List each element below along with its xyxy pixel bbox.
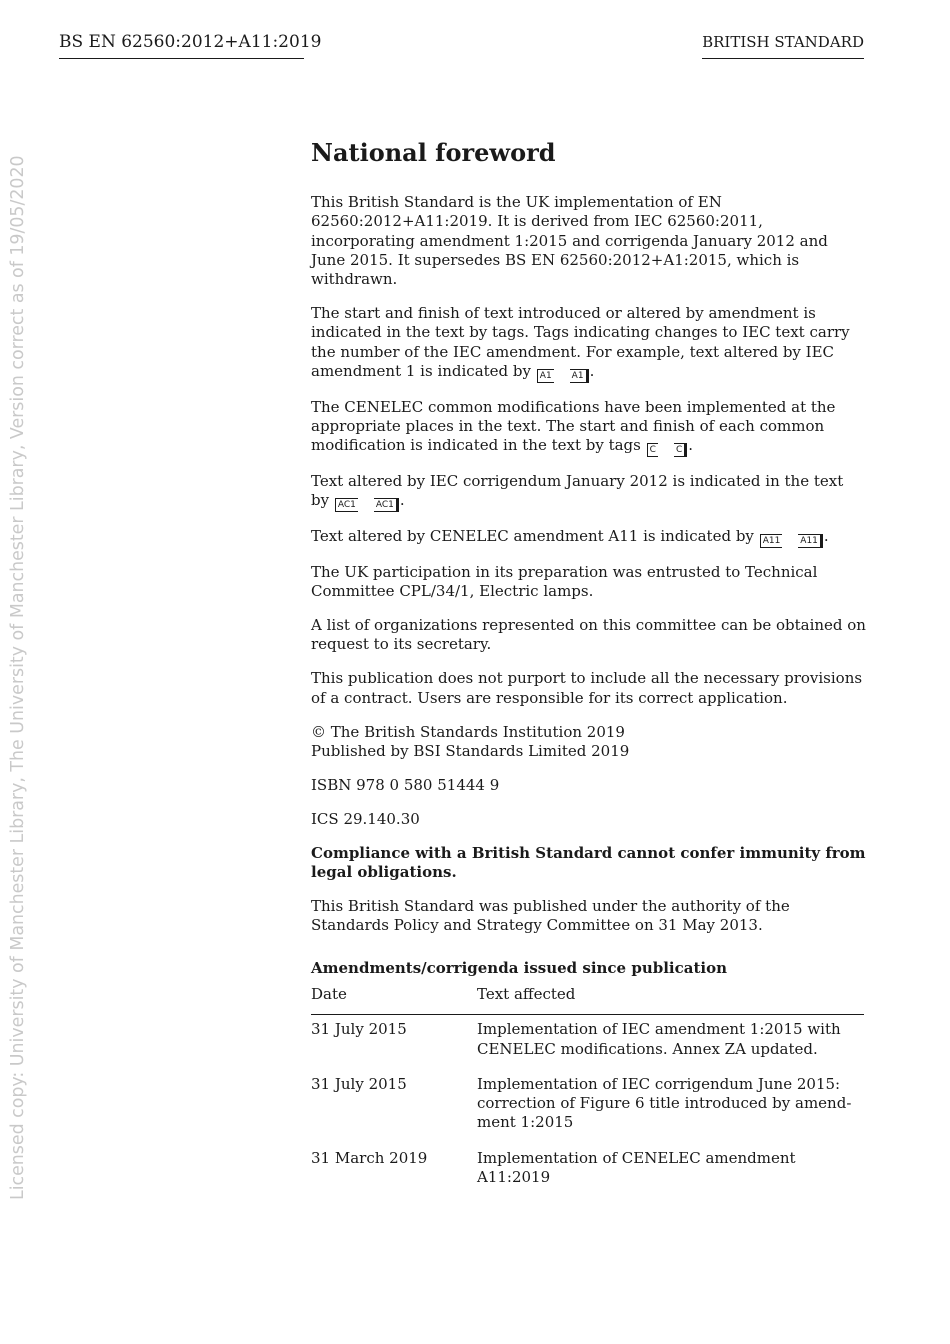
tag-ac1-start: AC1 — [335, 498, 358, 512]
paragraph-text: Text altered by CENELEC amendment A11 is indicated by — [311, 527, 754, 546]
paragraph-corrigendum — [311, 472, 866, 512]
cell-text: Implementation of IEC amendment 1:2015 with CENELEC modifications. Annex ZA updated. — [477, 1020, 841, 1058]
tag-ac1-end: AC1 — [374, 498, 399, 512]
ics: ICS 29.140.30 — [311, 809, 420, 828]
amendments-title: Amendments/corrigenda issued since publication — [311, 958, 727, 977]
tag-a11-start: A11 — [760, 534, 783, 548]
tag-a1-start: A1 — [537, 369, 554, 383]
page-title: National foreword — [311, 138, 556, 167]
cell-text: Implementation of CENELEC amendment A11:2019 — [477, 1148, 796, 1187]
paragraph-committee-list: A list of organizations represented on this committee can be obtained on request to its secretary. — [311, 615, 866, 654]
paragraph-uk-participation: The UK participation in its preparation was entrusted to Technical Committee CPL/34/1, Electric lamps. — [311, 562, 818, 600]
compliance-notice: Compliance with a British Standard cannot confer immunity from legal obligations. — [311, 843, 866, 882]
paragraph-contract: This publication does not purport to include all the necessary provisions of a contract. Users are responsible for its correct application. — [311, 669, 863, 707]
series-label: BRITISH STANDARD — [702, 31, 864, 59]
column-header-text: Text affected — [477, 985, 864, 1015]
copyright-line: © The British Standards Institution 2019 — [311, 722, 625, 741]
period: . — [688, 436, 694, 455]
cell-date: 31 March 2019 — [311, 1148, 428, 1167]
cell-date: 31 July 2015 — [311, 1074, 407, 1093]
isbn: ISBN 978 0 580 51444 9 — [311, 775, 500, 794]
tag-a1-end: A1 — [570, 369, 589, 383]
paragraph-a11 — [311, 527, 866, 548]
period: . — [399, 491, 405, 510]
paragraph-text: Text altered by IEC corrigendum January 2012 is indicated in the text by — [311, 472, 844, 510]
foreword-body — [311, 138, 866, 1203]
table-row — [311, 1075, 864, 1149]
document-id: BS EN 62560:2012+A11:2019 — [59, 31, 304, 59]
period: . — [823, 527, 829, 546]
paragraph-amendment-tags — [311, 304, 866, 383]
license-watermark: Licensed copy: University of Manchester Library, The University of Manchester Library, Version correct as of 19/05/2020 — [8, 155, 28, 1200]
table-row — [311, 1149, 864, 1204]
tag-a11-end: A11 — [798, 534, 823, 548]
period: . — [589, 362, 595, 381]
cell-text: Implementation of IEC corrigendum June 2015: correction of Figure 6 title introduced by amend-ment 1:2015 — [477, 1074, 852, 1132]
published-line: Published by BSI Standards Limited 2019 — [311, 741, 630, 760]
table-header-row — [311, 985, 864, 1015]
paragraph-implementation: This British Standard is the UK implementation of EN 62560:2012+A11:2019. It is derived from IEC 62560:2011, incorporating amendment 1:2015 and corrigenda January 2012 and June 2015. It supersedes BS EN 62560:2012+A1:2015, which is withdrawn. — [311, 193, 828, 289]
paragraph-authority: This British Standard was published under the authority of the Standards Policy and Strategy Committee on 31 May 2013. — [311, 897, 790, 935]
amendments-table — [311, 985, 864, 1203]
paragraph-common-modifications — [311, 398, 866, 458]
tag-c-start: C — [647, 443, 658, 457]
paragraph-copyright — [311, 723, 866, 762]
cell-date: 31 July 2015 — [311, 1020, 407, 1039]
table-row — [311, 1015, 864, 1075]
paragraph-text: The start and finish of text introduced or altered by amendment is indicated in the text by tags. Tags indicating changes to IEC text carry the number of the IEC amendment. For example, text altered by IEC amendment 1 is indicated by — [311, 304, 850, 381]
column-header-date: Date — [311, 985, 477, 1015]
paragraph-text: The CENELEC common modifications have been implemented at the appropriate places in the text. The start and finish of each common modification is indicated in the text by tags — [311, 397, 836, 455]
tag-c-end: C — [674, 443, 687, 457]
